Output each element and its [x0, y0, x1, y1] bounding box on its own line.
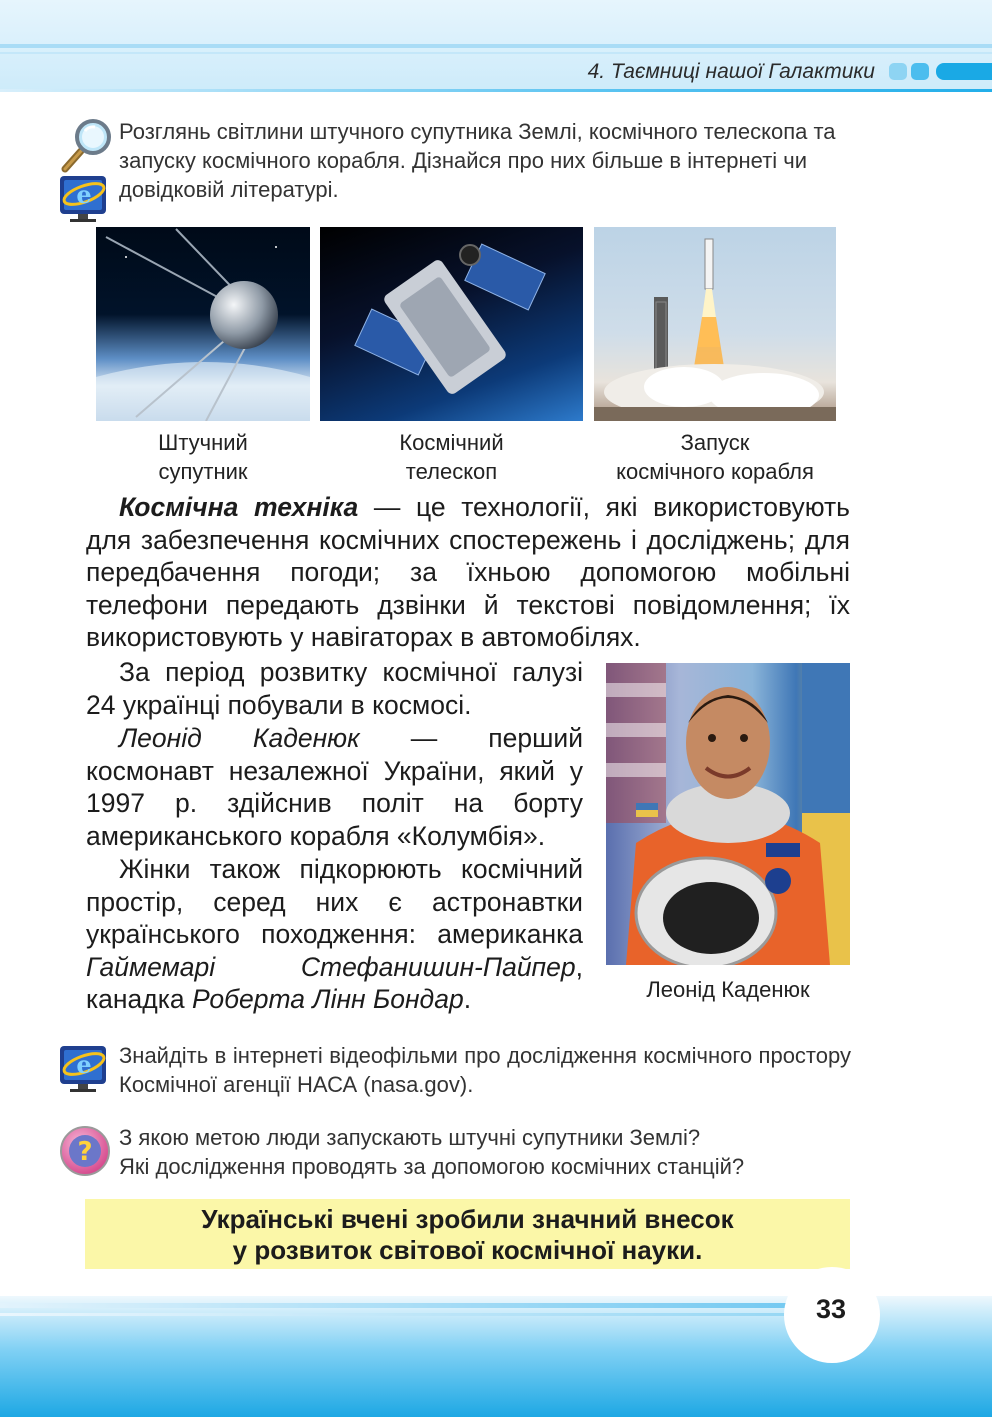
figure-caption-satellite	[96, 428, 310, 486]
astronaut-photo	[606, 663, 850, 965]
telescope-photo	[320, 227, 583, 421]
paragraph-text: , канадка	[86, 951, 583, 1015]
questions-block	[119, 1123, 851, 1181]
question-1: З якою метою люди запускають штучні супутники Землі?	[119, 1125, 701, 1150]
internet-explorer-icon	[58, 172, 110, 224]
footer-stripe	[0, 1303, 800, 1308]
satellite-photo	[96, 227, 310, 421]
svg-text:?: ?	[77, 1137, 93, 1167]
header-rule	[0, 89, 992, 92]
svg-text:e: e	[76, 180, 92, 209]
definition-text: — це технології, які використовують для забезпечення космічних спостережень і досліджень; для передбачення погоди; за їхньою допомогою мобільні телефони передають дзвінки й текстові повідомлення; їх використовують у навігаторах в автомобілях.	[86, 492, 850, 653]
caption-line: телескоп	[405, 459, 498, 484]
internet-explorer-icon	[58, 1042, 110, 1094]
paragraph-women-astronauts	[86, 853, 583, 1016]
rocket-launch-photo	[594, 227, 836, 421]
person-name: Роберта Лінн Бондар	[192, 984, 464, 1015]
header-stripe	[0, 52, 992, 54]
caption-line: Запуск	[680, 430, 750, 455]
definition-term: Космічна техніка	[119, 492, 359, 522]
figure-caption-launch	[594, 428, 836, 486]
astronaut-caption: Леонід Каденюк	[646, 977, 810, 1002]
summary-line-1: Українські вчені зробили значний внесок	[201, 1204, 734, 1234]
paragraph-text: — перший космонавт незалежної України, який у 1997 р. здійснив політ на борту американського корабля «Колумбія».	[86, 723, 583, 851]
paragraph-text: Жінки також підкорюють космічний простір, серед них є астронавтки українського походження: американка	[86, 854, 583, 950]
header-dot	[889, 63, 907, 80]
caption-line: Космічний	[399, 430, 504, 455]
person-name: Леонід Каденюк	[119, 723, 360, 753]
figure-caption-telescope	[320, 428, 583, 486]
paragraph-kadenyuk	[86, 722, 583, 852]
paragraph-text: .	[463, 984, 472, 1015]
caption-line: космічного корабля	[616, 459, 814, 484]
summary-text	[85, 1204, 850, 1266]
definition-paragraph	[86, 491, 850, 654]
person-name: Гаймемарі Стефанишин-Пайпер	[86, 951, 576, 982]
header-dot	[911, 63, 929, 80]
header-stripe	[0, 44, 992, 48]
summary-line-2: у розвиток світової космічної науки.	[232, 1235, 703, 1265]
page-number: 33	[815, 1294, 847, 1324]
footer-stripe	[0, 1313, 800, 1316]
chapter-title: 4. Таємниці нашої Галактики	[587, 60, 875, 83]
magnifier-icon	[55, 117, 115, 177]
paragraph-ukrainians-in-space: За період розвитку космічної галузі 24 українці побували в космосі.	[86, 657, 583, 720]
svg-text:e: e	[76, 1050, 92, 1079]
caption-line: Штучний	[158, 430, 248, 455]
internet-task-text: Знайдіть в інтернеті відеофільми про дослідження космічного простору Космічної агенції НАСА (nasa.gov).	[119, 1043, 851, 1097]
header-tab-bar	[936, 63, 992, 80]
question-2: Які дослідження проводять за допомогою космічних станцій?	[119, 1154, 745, 1179]
question-icon	[59, 1125, 111, 1177]
intro-text: Розглянь світлини штучного супутника Землі, космічного телескопа та запуску космічного корабля. Дізнайся про них більше в інтернеті чи довідковій літературі.	[119, 119, 836, 202]
caption-line: супутник	[158, 459, 248, 484]
